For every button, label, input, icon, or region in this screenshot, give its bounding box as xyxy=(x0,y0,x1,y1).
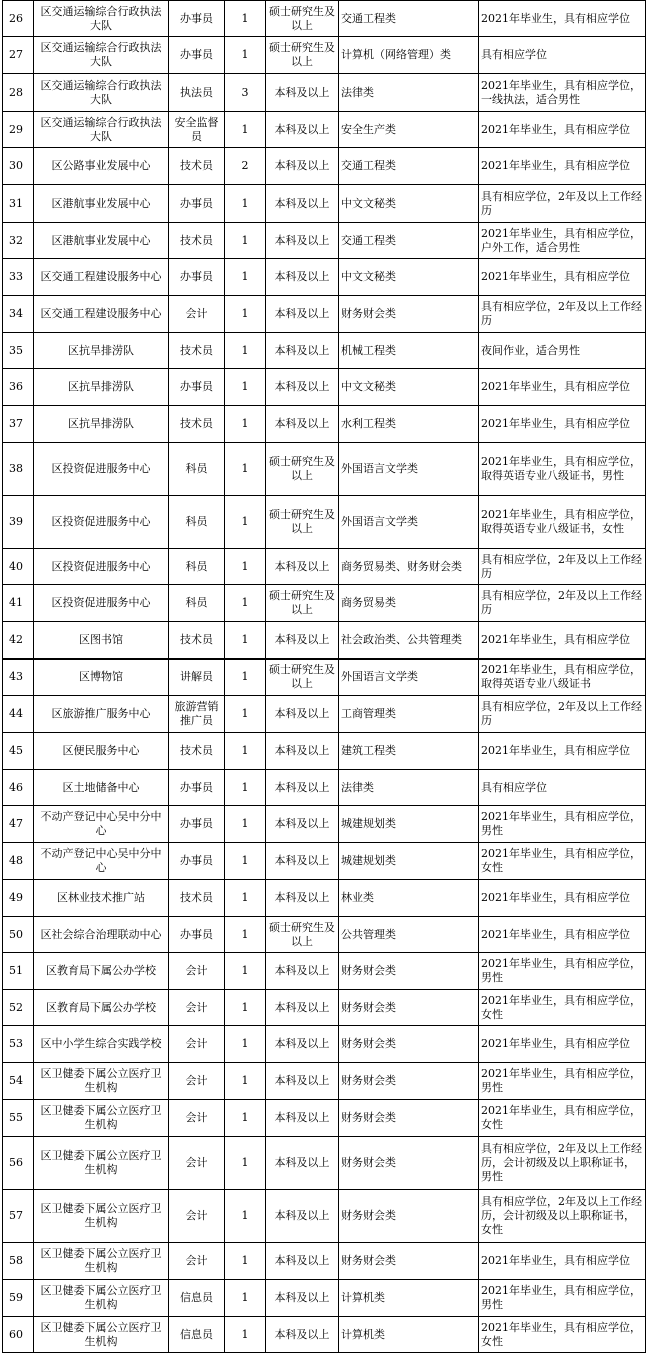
table-row xyxy=(3,112,646,148)
position-name: 技术员 xyxy=(169,223,225,259)
hiring-count: 1 xyxy=(225,1,266,37)
employer-unit: 区林业技术推广站 xyxy=(34,880,169,917)
other-requirements: 夜间作业，适合男性 xyxy=(479,333,646,369)
major-requirement: 商务贸易类 xyxy=(339,585,479,622)
other-requirements: 具有相应学位 xyxy=(479,770,646,806)
other-requirements: 2021年毕业生，具有相应学位 xyxy=(479,1243,646,1280)
major-requirement: 外国语言文学类 xyxy=(339,659,479,696)
education-requirement: 硕士研究生及以上 xyxy=(266,443,339,496)
other-requirements: 具有相应学位，2年及以上工作经历 xyxy=(479,296,646,333)
other-requirements: 2021年毕业生，具有相应学位，取得英语专业八级证书，男性 xyxy=(479,443,646,496)
table-row xyxy=(3,1,646,37)
major-requirement: 林业类 xyxy=(339,880,479,917)
employer-unit: 区交通运输综合行政执法大队 xyxy=(34,74,169,112)
education-requirement: 本科及以上 xyxy=(266,259,339,296)
major-requirement: 财务财会类 xyxy=(339,953,479,990)
hiring-count: 1 xyxy=(225,296,266,333)
row-number: 35 xyxy=(3,333,34,369)
education-requirement: 本科及以上 xyxy=(266,333,339,369)
employer-unit: 区土地储备中心 xyxy=(34,770,169,806)
position-name: 办事员 xyxy=(169,917,225,953)
row-number: 49 xyxy=(3,880,34,917)
major-requirement: 财务财会类 xyxy=(339,1137,479,1190)
row-number: 58 xyxy=(3,1243,34,1280)
hiring-count: 1 xyxy=(225,496,266,549)
major-requirement: 财务财会类 xyxy=(339,1026,479,1063)
position-name: 办事员 xyxy=(169,770,225,806)
major-requirement: 财务财会类 xyxy=(339,990,479,1026)
other-requirements: 2021年毕业生，具有相应学位 xyxy=(479,406,646,443)
employer-unit: 区投资促进服务中心 xyxy=(34,443,169,496)
hiring-count: 1 xyxy=(225,406,266,443)
employer-unit: 区旅游推广服务中心 xyxy=(34,696,169,733)
hiring-count: 1 xyxy=(225,1063,266,1100)
row-number: 27 xyxy=(3,37,34,74)
employer-unit: 不动产登记中心吴中分中心 xyxy=(34,843,169,880)
row-number: 50 xyxy=(3,917,34,953)
employer-unit: 区卫健委下属公立医疗卫生机构 xyxy=(34,1317,169,1353)
employer-unit: 区投资促进服务中心 xyxy=(34,496,169,549)
position-name: 信息员 xyxy=(169,1280,225,1317)
employer-unit: 区便民服务中心 xyxy=(34,733,169,770)
position-name: 办事员 xyxy=(169,259,225,296)
row-number: 54 xyxy=(3,1063,34,1100)
row-number: 34 xyxy=(3,296,34,333)
other-requirements: 2021年毕业生，具有相应学位，男性 xyxy=(479,1063,646,1100)
other-requirements: 2021年毕业生，具有相应学位，男性 xyxy=(479,806,646,843)
education-requirement: 本科及以上 xyxy=(266,770,339,806)
position-name: 会计 xyxy=(169,296,225,333)
position-name: 办事员 xyxy=(169,1,225,37)
position-name: 技术员 xyxy=(169,733,225,770)
major-requirement: 工商管理类 xyxy=(339,696,479,733)
hiring-count: 2 xyxy=(225,148,266,185)
education-requirement: 本科及以上 xyxy=(266,1317,339,1353)
education-requirement: 硕士研究生及以上 xyxy=(266,659,339,696)
hiring-count: 1 xyxy=(225,112,266,148)
hiring-count: 1 xyxy=(225,659,266,696)
employer-unit: 区交通工程建设服务中心 xyxy=(34,259,169,296)
position-name: 会计 xyxy=(169,1190,225,1243)
major-requirement: 中文文秘类 xyxy=(339,259,479,296)
major-requirement: 财务财会类 xyxy=(339,1063,479,1100)
major-requirement: 外国语言文学类 xyxy=(339,443,479,496)
education-requirement: 硕士研究生及以上 xyxy=(266,496,339,549)
position-name: 会计 xyxy=(169,1137,225,1190)
table-row xyxy=(3,1137,646,1190)
position-name: 讲解员 xyxy=(169,659,225,696)
hiring-count: 1 xyxy=(225,990,266,1026)
education-requirement: 本科及以上 xyxy=(266,880,339,917)
education-requirement: 本科及以上 xyxy=(266,148,339,185)
education-requirement: 硕士研究生及以上 xyxy=(266,1,339,37)
major-requirement: 安全生产类 xyxy=(339,112,479,148)
table-row xyxy=(3,990,646,1026)
row-number: 45 xyxy=(3,733,34,770)
position-name: 技术员 xyxy=(169,880,225,917)
row-number: 30 xyxy=(3,148,34,185)
row-number: 46 xyxy=(3,770,34,806)
employer-unit: 区港航事业发展中心 xyxy=(34,185,169,223)
table-row xyxy=(3,622,646,659)
major-requirement: 城建规划类 xyxy=(339,843,479,880)
position-name: 会计 xyxy=(169,953,225,990)
education-requirement: 本科及以上 xyxy=(266,1190,339,1243)
major-requirement: 交通工程类 xyxy=(339,223,479,259)
position-name: 办事员 xyxy=(169,185,225,223)
major-requirement: 计算机类 xyxy=(339,1317,479,1353)
position-name: 执法员 xyxy=(169,74,225,112)
education-requirement: 本科及以上 xyxy=(266,74,339,112)
table-row xyxy=(3,549,646,585)
hiring-count: 1 xyxy=(225,917,266,953)
education-requirement: 本科及以上 xyxy=(266,112,339,148)
table-row xyxy=(3,185,646,223)
major-requirement: 交通工程类 xyxy=(339,1,479,37)
hiring-count: 1 xyxy=(225,369,266,406)
hiring-count: 1 xyxy=(225,443,266,496)
major-requirement: 建筑工程类 xyxy=(339,733,479,770)
other-requirements: 2021年毕业生，具有相应学位 xyxy=(479,148,646,185)
major-requirement: 财务财会类 xyxy=(339,1190,479,1243)
table-row xyxy=(3,223,646,259)
major-requirement: 社会政治类、公共管理类 xyxy=(339,622,479,659)
row-number: 55 xyxy=(3,1100,34,1137)
education-requirement: 本科及以上 xyxy=(266,1100,339,1137)
hiring-count: 1 xyxy=(225,806,266,843)
table-row xyxy=(3,1243,646,1280)
position-name: 安全监督员 xyxy=(169,112,225,148)
row-number: 48 xyxy=(3,843,34,880)
row-number: 44 xyxy=(3,696,34,733)
education-requirement: 本科及以上 xyxy=(266,1280,339,1317)
row-number: 31 xyxy=(3,185,34,223)
employer-unit: 区社会综合治理联动中心 xyxy=(34,917,169,953)
education-requirement: 本科及以上 xyxy=(266,1063,339,1100)
employer-unit: 区卫健委下属公立医疗卫生机构 xyxy=(34,1100,169,1137)
row-number: 39 xyxy=(3,496,34,549)
major-requirement: 商务贸易类、财务财会类 xyxy=(339,549,479,585)
other-requirements: 具有相应学位，2年及以上工作经历 xyxy=(479,185,646,223)
other-requirements: 具有相应学位，2年及以上工作经历，会计初级及以上职称证书，男性 xyxy=(479,1137,646,1190)
hiring-count: 1 xyxy=(225,185,266,223)
row-number: 57 xyxy=(3,1190,34,1243)
employer-unit: 区港航事业发展中心 xyxy=(34,223,169,259)
other-requirements: 具有相应学位，2年及以上工作经历 xyxy=(479,585,646,622)
position-name: 科员 xyxy=(169,549,225,585)
other-requirements: 2021年毕业生，具有相应学位 xyxy=(479,1,646,37)
row-number: 28 xyxy=(3,74,34,112)
hiring-count: 1 xyxy=(225,585,266,622)
major-requirement: 公共管理类 xyxy=(339,917,479,953)
position-name: 会计 xyxy=(169,990,225,1026)
major-requirement: 中文文秘类 xyxy=(339,185,479,223)
employer-unit: 区交通工程建设服务中心 xyxy=(34,296,169,333)
major-requirement: 计算机（网络管理）类 xyxy=(339,37,479,74)
row-number: 43 xyxy=(3,659,34,696)
employer-unit: 区抗旱排涝队 xyxy=(34,333,169,369)
other-requirements: 2021年毕业生，具有相应学位，女性 xyxy=(479,843,646,880)
table-row xyxy=(3,259,646,296)
table-row xyxy=(3,496,646,549)
education-requirement: 本科及以上 xyxy=(266,806,339,843)
hiring-count: 1 xyxy=(225,37,266,74)
employer-unit: 区交通运输综合行政执法大队 xyxy=(34,112,169,148)
major-requirement: 法律类 xyxy=(339,74,479,112)
table-row xyxy=(3,443,646,496)
table-row xyxy=(3,880,646,917)
row-number: 26 xyxy=(3,1,34,37)
hiring-count: 3 xyxy=(225,74,266,112)
major-requirement: 水利工程类 xyxy=(339,406,479,443)
education-requirement: 硕士研究生及以上 xyxy=(266,917,339,953)
row-number: 53 xyxy=(3,1026,34,1063)
other-requirements: 2021年毕业生，具有相应学位，男性 xyxy=(479,1280,646,1317)
position-name: 旅游营销推广员 xyxy=(169,696,225,733)
table-row xyxy=(3,37,646,74)
major-requirement: 财务财会类 xyxy=(339,296,479,333)
hiring-count: 1 xyxy=(225,843,266,880)
other-requirements: 具有相应学位 xyxy=(479,37,646,74)
education-requirement: 本科及以上 xyxy=(266,185,339,223)
other-requirements: 2021年毕业生，具有相应学位，女性 xyxy=(479,1317,646,1353)
employer-unit: 区教育局下属公办学校 xyxy=(34,990,169,1026)
table-row xyxy=(3,148,646,185)
employer-unit: 区中小学生综合实践学校 xyxy=(34,1026,169,1063)
position-name: 技术员 xyxy=(169,406,225,443)
table-row xyxy=(3,806,646,843)
hiring-count: 1 xyxy=(225,1243,266,1280)
other-requirements: 2021年毕业生，具有相应学位 xyxy=(479,733,646,770)
major-requirement: 财务财会类 xyxy=(339,1243,479,1280)
row-number: 36 xyxy=(3,369,34,406)
table-row xyxy=(3,770,646,806)
other-requirements: 2021年毕业生，具有相应学位 xyxy=(479,1026,646,1063)
table-row xyxy=(3,296,646,333)
table-row xyxy=(3,696,646,733)
hiring-count: 1 xyxy=(225,880,266,917)
table-row xyxy=(3,843,646,880)
employer-unit: 区图书馆 xyxy=(34,622,169,659)
employer-unit: 区交通运输综合行政执法大队 xyxy=(34,37,169,74)
hiring-count: 1 xyxy=(225,1190,266,1243)
position-name: 信息员 xyxy=(169,1317,225,1353)
employer-unit: 区抗旱排涝队 xyxy=(34,406,169,443)
position-name: 会计 xyxy=(169,1243,225,1280)
row-number: 32 xyxy=(3,223,34,259)
row-number: 60 xyxy=(3,1317,34,1353)
row-number: 47 xyxy=(3,806,34,843)
table-row xyxy=(3,733,646,770)
hiring-count: 1 xyxy=(225,953,266,990)
other-requirements: 2021年毕业生，具有相应学位 xyxy=(479,622,646,659)
hiring-count: 1 xyxy=(225,733,266,770)
row-number: 52 xyxy=(3,990,34,1026)
other-requirements: 2021年毕业生，具有相应学位，女性 xyxy=(479,990,646,1026)
hiring-count: 1 xyxy=(225,622,266,659)
row-number: 29 xyxy=(3,112,34,148)
major-requirement: 机械工程类 xyxy=(339,333,479,369)
position-name: 技术员 xyxy=(169,148,225,185)
hiring-count: 1 xyxy=(225,333,266,369)
other-requirements: 2021年毕业生，具有相应学位，一线执法，适合男性 xyxy=(479,74,646,112)
table-row xyxy=(3,1026,646,1063)
table-row xyxy=(3,1100,646,1137)
education-requirement: 本科及以上 xyxy=(266,223,339,259)
employer-unit: 区卫健委下属公立医疗卫生机构 xyxy=(34,1063,169,1100)
major-requirement: 计算机类 xyxy=(339,1280,479,1317)
row-number: 38 xyxy=(3,443,34,496)
table-row xyxy=(3,917,646,953)
other-requirements: 2021年毕业生，具有相应学位，男性 xyxy=(479,953,646,990)
employer-unit: 区抗旱排涝队 xyxy=(34,369,169,406)
employer-unit: 区博物馆 xyxy=(34,659,169,696)
education-requirement: 本科及以上 xyxy=(266,406,339,443)
employer-unit: 区教育局下属公办学校 xyxy=(34,953,169,990)
major-requirement: 交通工程类 xyxy=(339,148,479,185)
education-requirement: 本科及以上 xyxy=(266,843,339,880)
employer-unit: 区卫健委下属公立医疗卫生机构 xyxy=(34,1190,169,1243)
hiring-count: 1 xyxy=(225,259,266,296)
other-requirements: 2021年毕业生，具有相应学位 xyxy=(479,880,646,917)
other-requirements: 2021年毕业生，具有相应学位，户外工作，适合男性 xyxy=(479,223,646,259)
other-requirements: 具有相应学位，2年及以上工作经历 xyxy=(479,696,646,733)
other-requirements: 2021年毕业生，具有相应学位 xyxy=(479,917,646,953)
education-requirement: 本科及以上 xyxy=(266,1137,339,1190)
employer-unit: 区交通运输综合行政执法大队 xyxy=(34,1,169,37)
position-name: 会计 xyxy=(169,1026,225,1063)
row-number: 40 xyxy=(3,549,34,585)
position-name: 科员 xyxy=(169,585,225,622)
table-row xyxy=(3,1317,646,1353)
position-name: 技术员 xyxy=(169,622,225,659)
table-row xyxy=(3,333,646,369)
position-name: 办事员 xyxy=(169,37,225,74)
employer-unit: 区卫健委下属公立医疗卫生机构 xyxy=(34,1243,169,1280)
row-number: 41 xyxy=(3,585,34,622)
education-requirement: 本科及以上 xyxy=(266,1026,339,1063)
table-row xyxy=(3,659,646,696)
position-name: 办事员 xyxy=(169,843,225,880)
table-row xyxy=(3,1190,646,1243)
other-requirements: 2021年毕业生，具有相应学位，取得英语专业八级证书 xyxy=(479,659,646,696)
other-requirements: 2021年毕业生，具有相应学位 xyxy=(479,369,646,406)
employer-unit: 区公路事业发展中心 xyxy=(34,148,169,185)
hiring-count: 1 xyxy=(225,223,266,259)
hiring-count: 1 xyxy=(225,696,266,733)
table-row xyxy=(3,1280,646,1317)
major-requirement: 城建规划类 xyxy=(339,806,479,843)
hiring-count: 1 xyxy=(225,1280,266,1317)
employer-unit: 区投资促进服务中心 xyxy=(34,549,169,585)
employer-unit: 不动产登记中心吴中分中心 xyxy=(34,806,169,843)
recruitment-table xyxy=(2,0,646,1353)
other-requirements: 具有相应学位，2年及以上工作经历，会计初级及以上职称证书，女性 xyxy=(479,1190,646,1243)
hiring-count: 1 xyxy=(225,1100,266,1137)
hiring-count: 1 xyxy=(225,1026,266,1063)
row-number: 59 xyxy=(3,1280,34,1317)
education-requirement: 本科及以上 xyxy=(266,549,339,585)
row-number: 33 xyxy=(3,259,34,296)
other-requirements: 2021年毕业生，具有相应学位，取得英语专业八级证书，女性 xyxy=(479,496,646,549)
position-name: 技术员 xyxy=(169,333,225,369)
hiring-count: 1 xyxy=(225,549,266,585)
position-name: 科员 xyxy=(169,496,225,549)
hiring-count: 1 xyxy=(225,1317,266,1353)
education-requirement: 本科及以上 xyxy=(266,622,339,659)
table-row xyxy=(3,74,646,112)
major-requirement: 财务财会类 xyxy=(339,1100,479,1137)
other-requirements: 2021年毕业生，具有相应学位 xyxy=(479,259,646,296)
employer-unit: 区卫健委下属公立医疗卫生机构 xyxy=(34,1280,169,1317)
row-number: 37 xyxy=(3,406,34,443)
position-name: 科员 xyxy=(169,443,225,496)
row-number: 56 xyxy=(3,1137,34,1190)
hiring-count: 1 xyxy=(225,770,266,806)
education-requirement: 本科及以上 xyxy=(266,953,339,990)
hiring-count: 1 xyxy=(225,1137,266,1190)
education-requirement: 硕士研究生及以上 xyxy=(266,37,339,74)
education-requirement: 本科及以上 xyxy=(266,1243,339,1280)
position-name: 办事员 xyxy=(169,369,225,406)
education-requirement: 本科及以上 xyxy=(266,296,339,333)
table-row xyxy=(3,953,646,990)
education-requirement: 本科及以上 xyxy=(266,733,339,770)
education-requirement: 硕士研究生及以上 xyxy=(266,585,339,622)
major-requirement: 法律类 xyxy=(339,770,479,806)
row-number: 42 xyxy=(3,622,34,659)
education-requirement: 本科及以上 xyxy=(266,696,339,733)
position-name: 办事员 xyxy=(169,806,225,843)
other-requirements: 2021年毕业生，具有相应学位 xyxy=(479,112,646,148)
row-number: 51 xyxy=(3,953,34,990)
other-requirements: 2021年毕业生，具有相应学位，女性 xyxy=(479,1100,646,1137)
position-name: 会计 xyxy=(169,1100,225,1137)
major-requirement: 外国语言文学类 xyxy=(339,496,479,549)
table-row xyxy=(3,1063,646,1100)
table-row xyxy=(3,406,646,443)
education-requirement: 本科及以上 xyxy=(266,990,339,1026)
employer-unit: 区投资促进服务中心 xyxy=(34,585,169,622)
major-requirement: 中文文秘类 xyxy=(339,369,479,406)
table-row xyxy=(3,369,646,406)
table-row xyxy=(3,585,646,622)
other-requirements: 具有相应学位，2年及以上工作经历 xyxy=(479,549,646,585)
employer-unit: 区卫健委下属公立医疗卫生机构 xyxy=(34,1137,169,1190)
education-requirement: 本科及以上 xyxy=(266,369,339,406)
position-name: 会计 xyxy=(169,1063,225,1100)
